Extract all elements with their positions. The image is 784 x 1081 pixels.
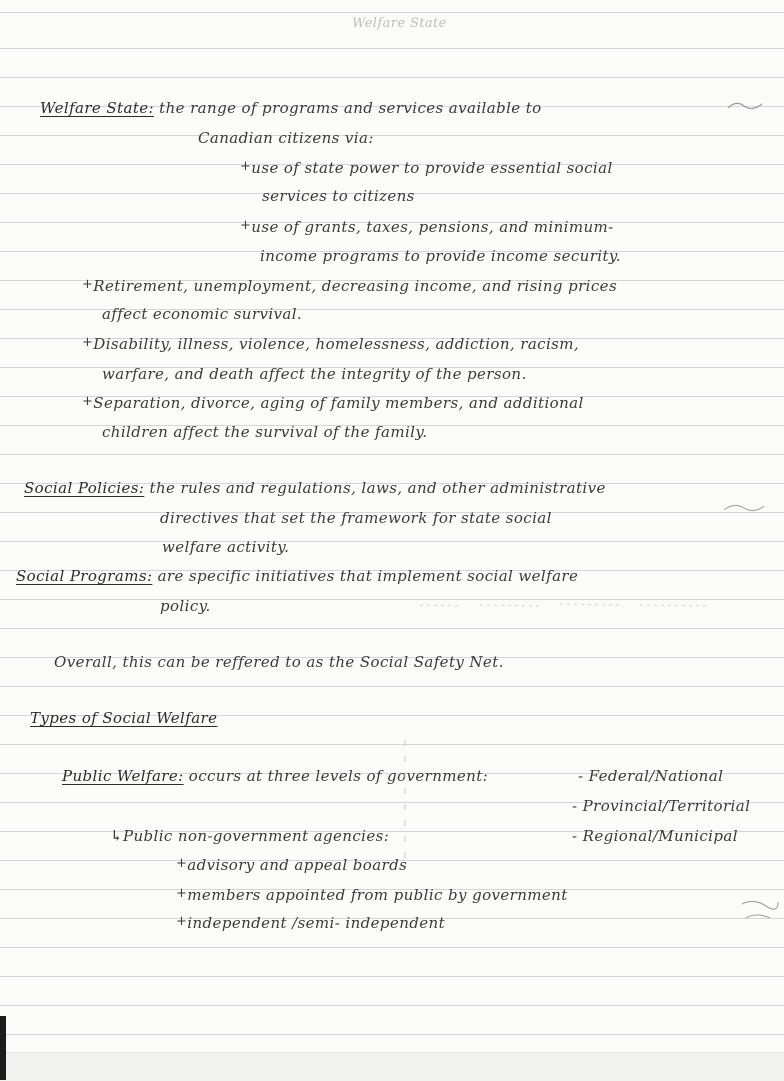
welfare-state-definition: the range of programs and services available to <box>159 99 542 117</box>
bullet-2-cont: warfare, and death affect the integrity of the person. <box>102 365 527 383</box>
bullet-2 <box>82 333 579 354</box>
scan-bottom-edge <box>0 1052 784 1081</box>
center-fold-mark <box>403 740 407 860</box>
welfare-sub-1-cont: services to citizens <box>262 187 415 205</box>
plus-bullet-icon: + <box>176 886 188 901</box>
bullet-3-text: Separation, divorce, aging of family members, and additional <box>93 394 584 412</box>
pencil-mark-faint-right <box>420 600 720 610</box>
welfare-sub-2-text: use of grants, taxes, pensions, and minimum- <box>251 218 614 236</box>
non-gov-item-3 <box>176 912 445 933</box>
social-policies-line <box>24 478 606 498</box>
social-programs-definition: are specific initiatives that implement social welfare <box>157 567 579 585</box>
social-programs-term: Social Programs: <box>16 567 153 585</box>
welfare-state-term: Welfare State: <box>40 99 154 117</box>
non-gov-item-1-text: advisory and appeal boards <box>187 856 408 874</box>
government-level-provincial: - Provincial/Territorial <box>572 797 751 815</box>
plus-bullet-icon: + <box>82 394 94 409</box>
pencil-mark-mid-right <box>722 498 766 516</box>
plus-bullet-icon: + <box>82 277 94 292</box>
government-level-regional: - Regional/Municipal <box>572 827 738 845</box>
bullet-3 <box>82 392 584 413</box>
types-heading: Types of Social Welfare <box>30 709 218 727</box>
overall-line: Overall, this can be reffered to as the Social Safety Net. <box>54 653 504 671</box>
public-welfare-line <box>62 766 488 786</box>
plus-bullet-icon: + <box>240 218 252 233</box>
government-level-federal: - Federal/National <box>578 767 724 785</box>
bullet-2-text: Disability, illness, violence, homelessness, addiction, racism, <box>93 335 580 353</box>
social-policies-definition: the rules and regulations, laws, and other administrative <box>149 479 606 497</box>
welfare-sub-1 <box>240 157 613 178</box>
plus-bullet-icon: + <box>240 159 252 174</box>
plus-bullet-icon: + <box>176 856 188 871</box>
social-programs-cont-1: policy. <box>160 597 211 615</box>
welfare-sub-2-cont: income programs to provide income security. <box>260 247 621 265</box>
scan-edge-shadow <box>0 1016 6 1080</box>
bullet-1-text: Retirement, unemployment, decreasing income, and rising prices <box>93 277 618 295</box>
welfare-state-line <box>40 98 542 118</box>
non-gov-item-3-text: independent /semi- independent <box>187 914 446 932</box>
bullet-1-cont: affect economic survival. <box>102 305 303 323</box>
non-gov-item-2 <box>176 884 568 905</box>
pencil-mark-lower-right <box>740 896 780 924</box>
non-gov-heading-line <box>110 826 389 846</box>
non-gov-item-2-text: members appointed from public by government <box>187 886 568 904</box>
social-programs-line <box>16 566 578 586</box>
pencil-mark-top-right <box>726 98 766 114</box>
welfare-sub-2 <box>240 216 614 237</box>
plus-bullet-icon: + <box>82 335 94 350</box>
non-gov-heading: Public non-government agencies: <box>122 827 390 845</box>
social-policies-cont-2: welfare activity. <box>162 538 290 556</box>
bullet-1 <box>82 275 617 296</box>
public-welfare-definition: occurs at three levels of government: <box>188 767 489 785</box>
social-policies-cont-1: directives that set the framework for state social <box>160 509 552 527</box>
non-gov-item-1 <box>176 854 407 875</box>
welfare-state-definition-cont: Canadian citizens via: <box>198 129 374 147</box>
return-arrow-icon: ↳ <box>110 827 123 845</box>
social-policies-term: Social Policies: <box>24 479 145 497</box>
faint-header: Welfare State <box>352 16 447 31</box>
public-welfare-term: Public Welfare: <box>62 767 184 785</box>
welfare-sub-1-text: use of state power to provide essential social <box>251 159 613 177</box>
plus-bullet-icon: + <box>176 914 188 929</box>
bullet-3-cont: children affect the survival of the family. <box>102 423 428 441</box>
